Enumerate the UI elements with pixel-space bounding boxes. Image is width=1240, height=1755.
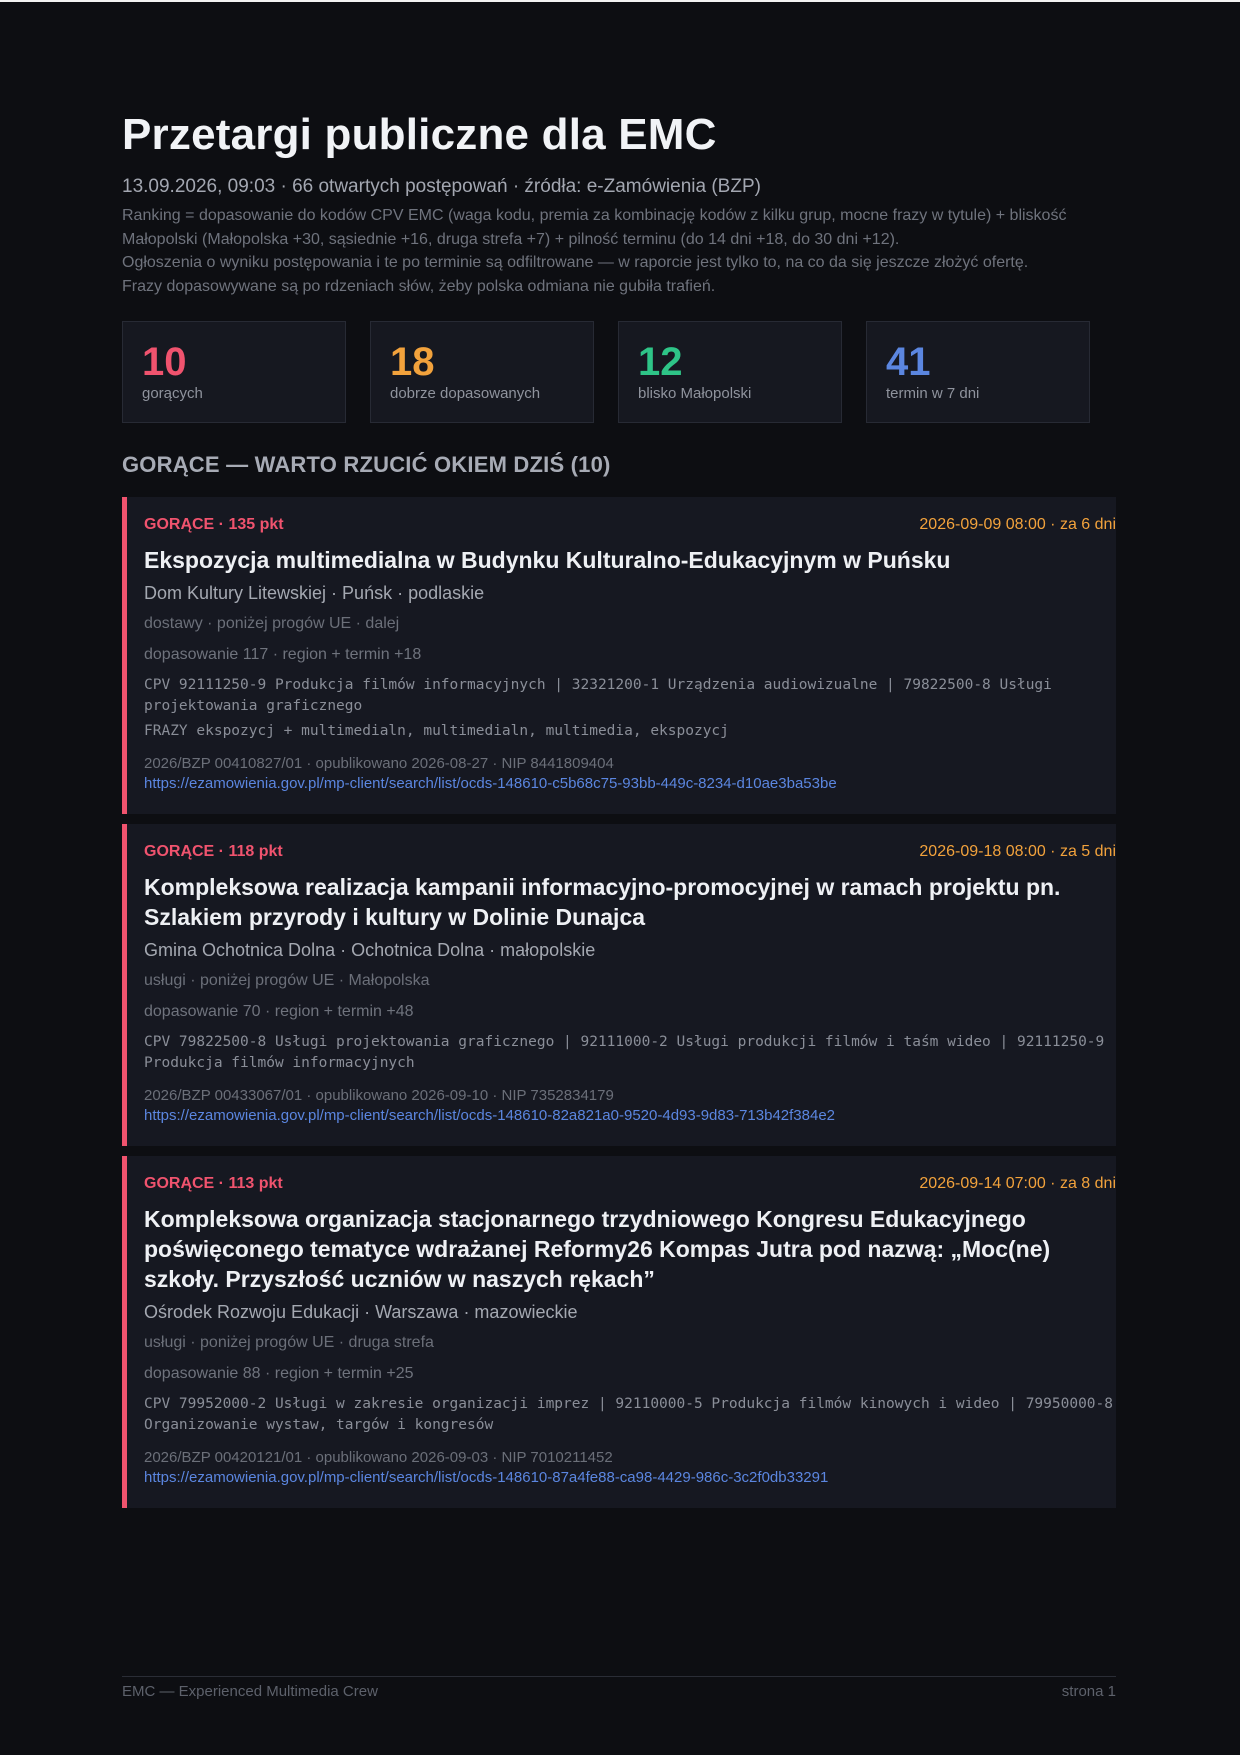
stat-value: 41 — [886, 340, 931, 384]
deadline: 2026-09-18 08:00 · za 5 dni — [919, 843, 1116, 860]
tender-title: Kompleksowa realizacja kampanii informacyjno-promocyjnej w ramach projektu pn. Szlakiem przyrody i kultury w Dolinie Dunajca — [144, 874, 1061, 930]
deadline: 2026-09-14 07:00 · za 8 dni — [919, 1175, 1116, 1192]
method-ranking: Ranking = dopasowanie do kodów CPV EMC (waga kodu, premia za kombinację kodów z kilku grup, mocne frazy w tytule) + bliskość Małopolski (Małopolska +30, sąsiednie +16, druga strefa +7) + pilność terminu (do 14 dni +18, do 30 dni +12). — [122, 207, 1067, 248]
section-title: GORĄCE — WARTO RZUCIĆ OKIEM DZIŚ (10) — [122, 452, 611, 477]
cpv-codes: CPV 79952000-2 Usługi w zakresie organizacji imprez | 92110000-5 Produkcja filmów kinowych i wideo | 79950000-8 Organizowanie wystaw, targów i kongresów — [144, 1396, 1114, 1433]
footer-company: EMC — Experienced Multimedia Crew — [122, 1683, 378, 1700]
stat-label: gorących — [142, 385, 203, 402]
hot-score-badge: GORĄCE · 135 pkt — [144, 516, 284, 533]
tender-score: dopasowanie 88 · region + termin +25 — [144, 1365, 414, 1382]
tender-buyer: Gmina Ochotnica Dolna · Ochotnica Dolna · małopolskie — [144, 940, 596, 960]
cpv-codes: CPV 92111250-9 Produkcja filmów informacyjnych | 32321200-1 Urządzenia audiowizualne | 79822500-8 Usługi projektowania graficznego — [144, 677, 1052, 714]
tender-tags: usługi · poniżej progów UE · druga strefa — [144, 1334, 434, 1351]
hot-score-badge: GORĄCE · 113 pkt — [144, 1175, 283, 1192]
method-description — [122, 204, 1112, 298]
stats-row — [122, 321, 1116, 423]
cpv-codes: CPV 79822500-8 Usługi projektowania graficznego | 92111000-2 Usługi produkcji filmów i taśm wideo | 92111250-9 Produkcja filmów informacyjnych — [144, 1034, 1105, 1071]
tender-buyer: Dom Kultury Litewskiej · Puńsk · podlaskie — [144, 583, 485, 603]
tender-score: dopasowanie 117 · region + termin +18 — [144, 646, 422, 663]
matched-phrases: FRAZY ekspozycj + multimedialn, multimedialn, multimedia, ekspozycj — [144, 723, 729, 739]
stat-card-hot — [122, 321, 346, 423]
tender-card — [122, 497, 1116, 814]
tender-link[interactable]: https://ezamowienia.gov.pl/mp-client/search/list/ocds-148610-82a821a0-9520-4d93-9d83-713b42f384e2 — [144, 1107, 836, 1124]
tender-card-header — [144, 842, 1116, 862]
deadline: 2026-09-09 08:00 · za 6 dni — [919, 516, 1116, 533]
page-title: Przetargi publiczne dla EMC — [122, 110, 717, 159]
hot-score-badge: GORĄCE · 118 pkt — [144, 843, 283, 860]
report-meta: 13.09.2026, 09:03 · 66 otwartych postępowań · źródła: e-Zamówienia (BZP) — [122, 176, 761, 197]
tender-card-header — [144, 515, 1116, 535]
stat-card-deadline-7-days — [866, 321, 1090, 423]
stat-card-near-malopolska — [618, 321, 842, 423]
tender-link[interactable]: https://ezamowienia.gov.pl/mp-client/search/list/ocds-148610-87a4fe88-ca98-4429-986c-3c2f0db33291 — [144, 1469, 829, 1486]
tender-list — [122, 497, 1116, 1508]
tender-card — [122, 1156, 1116, 1508]
tender-ids: 2026/BZP 00410827/01 · opublikowano 2026-08-27 · NIP 8441809404 — [144, 755, 614, 772]
stat-label: dobrze dopasowanych — [390, 385, 541, 402]
tender-ids: 2026/BZP 00433067/01 · opublikowano 2026-09-10 · NIP 7352834179 — [144, 1087, 614, 1104]
stat-label: termin w 7 dni — [886, 385, 980, 402]
tender-score: dopasowanie 70 · region + termin +48 — [144, 1003, 414, 1020]
stat-value: 18 — [390, 340, 435, 384]
stat-label: blisko Małopolski — [638, 385, 752, 402]
tender-buyer: Ośrodek Rozwoju Edukacji · Warszawa · mazowieckie — [144, 1302, 578, 1322]
stat-value: 12 — [638, 340, 683, 384]
tender-card — [122, 824, 1116, 1146]
tender-tags: dostawy · poniżej progów UE · dalej — [144, 615, 400, 632]
tender-card-header — [144, 1174, 1116, 1194]
page-footer — [122, 1676, 1116, 1702]
stat-card-good-match — [370, 321, 594, 423]
method-phrases: Frazy dopasowywane są po rdzeniach słów, żeby polska odmiana nie gubiła trafień. — [122, 277, 716, 295]
tender-tags: usługi · poniżej progów UE · Małopolska — [144, 972, 430, 989]
method-filter: Ogłoszenia o wyniku postępowania i te po terminie są odfiltrowane — w raporcie jest tylko to, na co da się jeszcze złożyć ofertę. — [122, 254, 1029, 271]
stat-value: 10 — [142, 340, 187, 384]
report-page — [122, 108, 1116, 1508]
top-rule — [0, 0, 1240, 2]
tender-link[interactable]: https://ezamowienia.gov.pl/mp-client/search/list/ocds-148610-c5b68c75-93bb-449c-8234-d10ae3ba53be — [144, 775, 837, 792]
tender-ids: 2026/BZP 00420121/01 · opublikowano 2026-09-03 · NIP 7010211452 — [144, 1449, 613, 1466]
tender-title: Ekspozycja multimedialna w Budynku Kulturalno-Edukacyjnym w Puńsku — [144, 547, 951, 573]
tender-title: Kompleksowa organizacja stacjonarnego trzydniowego Kongresu Edukacyjnego poświęconego tematyce wdrażanej Reformy26 Kompas Jutra pod nazwą: „Moc(ne) szkoły. Przyszłość uczniów w naszych rękach” — [144, 1206, 1051, 1292]
page-number: strona 1 — [1061, 1683, 1116, 1700]
